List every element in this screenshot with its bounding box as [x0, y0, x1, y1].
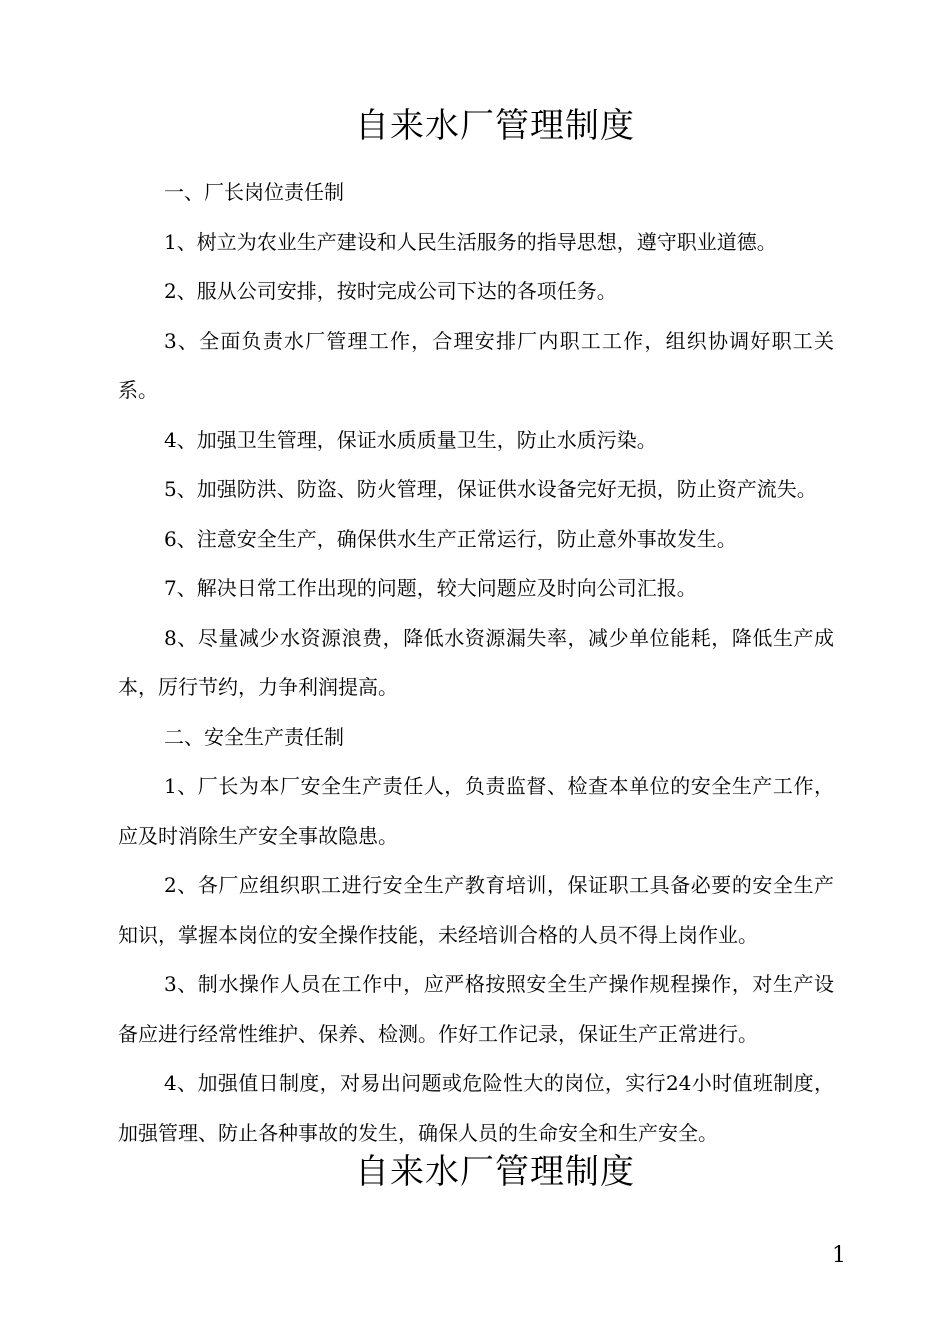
- paragraph: 2、各厂应组织职工进行安全生产教育培训，保证职工具备必要的安全生产知识，掌握本岗位的安全操作技能，未经培训合格的人员不得上岗作业。: [118, 873, 834, 947]
- repeated-page-title: 自来水厂管理制度: [355, 1152, 635, 1192]
- paragraph: 3、制水操作人员在工作中，应严格按照安全生产操作规程操作，对生产设备应进行经常性维护、保养、检测。作好工作记录，保证生产正常进行。: [118, 972, 834, 1046]
- paragraph: 5、加强防洪、防盗、防火管理，保证供水设备完好无损，防止资产流失。: [164, 477, 817, 501]
- page-title: 自来水厂管理制度: [355, 106, 635, 146]
- paragraph: 1、厂长为本厂安全生产责任人，负责监督、检查本单位的安全生产工作，应及时消除生产安全事故隐患。: [118, 774, 834, 848]
- page-number: 1: [832, 1243, 846, 1268]
- section-heading: 二、安全生产责任制: [164, 724, 344, 749]
- paragraph: 4、加强值日制度，对易出问题或危险性大的岗位，实行24小时值班制度，加强管理、防止各种事故的发生，确保人员的生命安全和生产安全。: [118, 1071, 834, 1145]
- paragraph: 3、全面负责水厂管理工作，合理安排厂内职工工作，组织协调好职工关系。: [118, 328, 834, 402]
- paragraph: 4、加强卫生管理，保证水质质量卫生，防止水质污染。: [164, 427, 657, 452]
- paragraph: 1、树立为农业生产建设和人民生活服务的指导思想，遵守职业道德。: [164, 229, 777, 254]
- document-body: [118, 168, 834, 1158]
- paragraph: 6、注意安全生产，确保供水生产正常运行，防止意外事故发生。: [164, 526, 737, 551]
- paragraph: 8、尽量减少水资源浪费，降低水资源漏失率，减少单位能耗，降低生产成本，厉行节约，力争利润提高。: [118, 625, 834, 699]
- paragraph: 7、解决日常工作出现的问题，较大问题应及时向公司汇报。: [164, 576, 697, 600]
- paragraph: 2、服从公司安排，按时完成公司下达的各项任务。: [164, 279, 617, 303]
- section-heading: 一、厂长岗位责任制: [164, 180, 344, 204]
